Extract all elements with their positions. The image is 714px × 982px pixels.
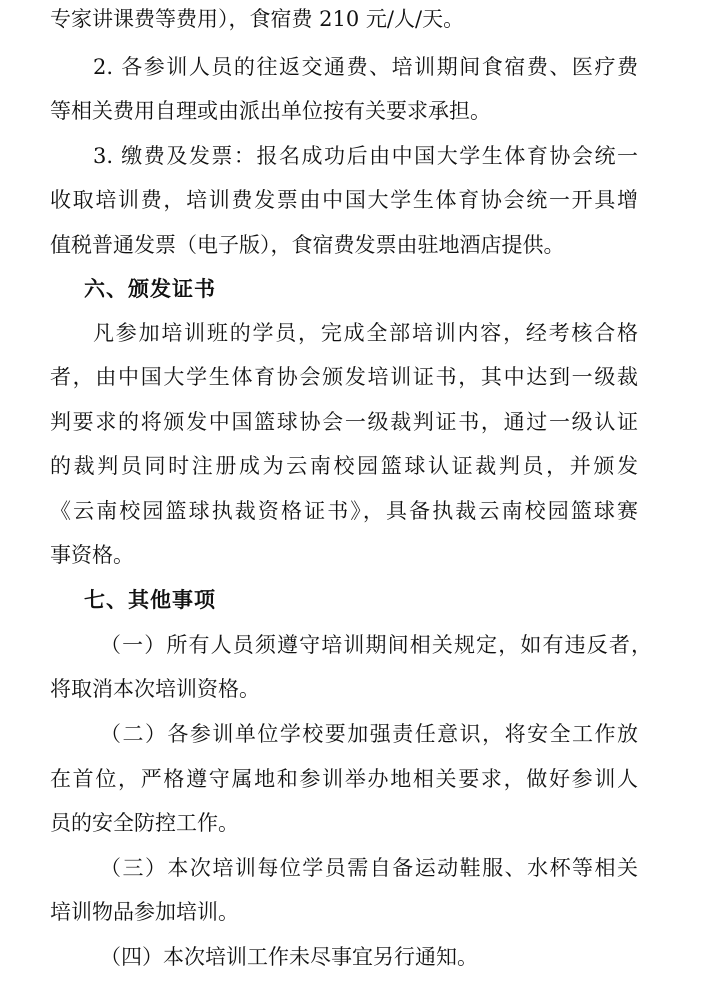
paragraph-travel-costs-line-1: 2. 各参训人员的往返交通费、培训期间食宿费、医疗费 [93,55,638,79]
item-two-line-1: （二）各参训单位学校要加强责任意识，将安全工作放 [100,722,638,746]
section-heading-other-matters: 七、其他事项 [84,588,216,612]
item-one-line-2: 将取消本次培训资格。 [50,677,260,701]
fee-detail-line: 专家讲课费等费用），食宿费 210 元/人/天。 [50,7,465,31]
item-four-line: （四）本次培训工作未尽事宜另行通知。 [100,945,478,969]
paragraph-certificates-line-2: 者，由中国大学生体育协会颁发培训证书，其中达到一级裁 [50,365,638,389]
paragraph-payment-line-2: 收取培训费，培训费发票由中国大学生体育协会统一开具增 [50,188,638,212]
item-one-line-1: （一）所有人员须遵守培训期间相关规定，如有违反者， [100,633,652,657]
item-two-line-2: 在首位，严格遵守属地和参训举办地相关要求，做好参训人 [50,767,638,791]
item-three-line-1: （三）本次培训每位学员需自备运动鞋服、水杯等相关 [100,856,638,880]
section-heading-certificates: 六、颁发证书 [84,277,216,301]
paragraph-payment-line-3: 值税普通发票（电子版），食宿费发票由驻地酒店提供。 [50,233,565,257]
paragraph-certificates-line-3: 判要求的将颁发中国篮球协会一级裁判证书，通过一级认证 [50,410,638,434]
paragraph-certificates-line-5: 《云南校园篮球执裁资格证书》，具备执裁云南校园篮球赛 [50,499,638,523]
item-two-line-3: 员的安全防控工作。 [50,811,239,835]
paragraph-payment-line-1: 3. 缴费及发票：报名成功后由中国大学生体育协会统一 [93,144,638,168]
paragraph-certificates-line-6: 事资格。 [50,543,134,567]
item-three-line-2: 培训物品参加培训。 [50,900,239,924]
paragraph-certificates-line-1: 凡参加培训班的学员，完成全部培训内容，经考核合格 [93,321,638,345]
paragraph-travel-costs-line-2: 等相关费用自理或由派出单位按有关要求承担。 [50,99,491,123]
paragraph-certificates-line-4: 的裁判员同时注册成为云南校园篮球认证裁判员，并颁发 [50,454,638,478]
